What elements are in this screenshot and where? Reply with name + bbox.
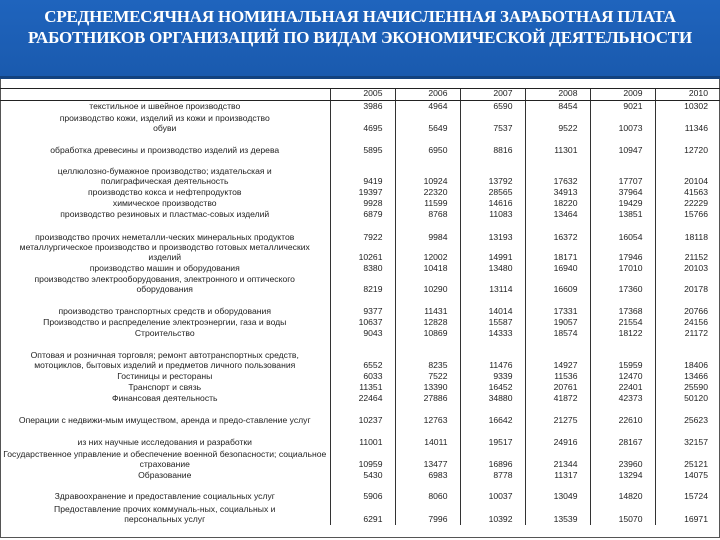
value-cell: 17368: [590, 295, 655, 317]
table-row: [0, 382, 720, 393]
value-cell: 34913: [525, 187, 590, 198]
row-label: Транспорт и связь: [128, 382, 202, 392]
value-cell: 16642: [460, 404, 525, 426]
value-cell: 13114: [460, 274, 525, 295]
table-row: [0, 448, 720, 470]
table-header-row: [0, 89, 720, 101]
header-empty-cell: [0, 89, 330, 101]
value-cell: 10947: [590, 134, 655, 156]
row-label: производство кожи, изделий из кожи и производство обуви: [59, 112, 270, 133]
table-row: [0, 371, 720, 382]
label-cell: [0, 100, 330, 112]
value-cell: 10290: [395, 274, 460, 295]
value-cell: 27886: [395, 393, 460, 404]
label-cell: [0, 481, 330, 502]
value-cell: 19517: [460, 426, 525, 448]
label-cell: [0, 274, 330, 295]
value-cell: 11001: [330, 426, 395, 448]
table-row: [0, 263, 720, 274]
value-cell: 32157: [655, 426, 720, 448]
value-cell: 17632: [525, 156, 590, 187]
value-cell: 21152: [655, 243, 720, 263]
table-row: [0, 470, 720, 481]
table-row: [0, 404, 720, 426]
value-cell: 14820: [590, 481, 655, 502]
value-cell: 16896: [460, 448, 525, 470]
table-row: [0, 274, 720, 295]
table-row: [0, 426, 720, 448]
table-row: [0, 220, 720, 243]
value-cell: 13477: [395, 448, 460, 470]
value-cell: 11599: [395, 198, 460, 209]
label-cell: [0, 404, 330, 426]
value-cell: 8816: [460, 134, 525, 156]
wage-table: [0, 88, 720, 525]
value-cell: 16054: [590, 220, 655, 243]
value-cell: 17946: [590, 243, 655, 263]
row-label: Государственное управление и обеспечение военной безопасности; социальное страхование: [3, 449, 327, 469]
value-cell: 10037: [460, 481, 525, 502]
value-cell: 8454: [525, 100, 590, 112]
value-cell: 4964: [395, 100, 460, 112]
value-cell: 9377: [330, 295, 395, 317]
value-cell: 18220: [525, 198, 590, 209]
row-label: производство прочих неметалли-ческих минеральных продуктов: [35, 231, 295, 242]
value-cell: 42373: [590, 393, 655, 404]
value-cell: 6033: [330, 371, 395, 382]
value-cell: 23960: [590, 448, 655, 470]
row-label: Здравоохранение и предоставление социальных услуг: [54, 490, 275, 501]
table-row: [0, 156, 720, 187]
value-cell: 22320: [395, 187, 460, 198]
value-cell: 28565: [460, 187, 525, 198]
value-cell: 10637: [330, 317, 395, 328]
value-cell: 25623: [655, 404, 720, 426]
value-cell: 12763: [395, 404, 460, 426]
row-label: Производство и распределение электроэнергии, газа и воды: [43, 317, 287, 327]
year-header: 2008: [525, 89, 590, 101]
value-cell: 5906: [330, 481, 395, 502]
row-label: Предоставление прочих коммуналь-ных, социальных и персональных услуг: [54, 504, 276, 524]
value-cell: 13049: [525, 481, 590, 502]
label-cell: [0, 263, 330, 274]
value-cell: 6950: [395, 134, 460, 156]
value-cell: 22464: [330, 393, 395, 404]
year-header: 2007: [460, 89, 525, 101]
value-cell: 9984: [395, 220, 460, 243]
row-label: Строительство: [134, 328, 195, 338]
table-row: [0, 295, 720, 317]
row-label: химическое производство: [112, 198, 217, 208]
year-header: 2009: [590, 89, 655, 101]
value-cell: 20103: [655, 263, 720, 274]
row-label: текстильное и швейное производство: [89, 100, 241, 111]
table-row: [0, 198, 720, 209]
table-row: [0, 100, 720, 112]
value-cell: 9928: [330, 198, 395, 209]
value-cell: 19057: [525, 317, 590, 328]
table-row: [0, 243, 720, 263]
label-cell: [0, 198, 330, 209]
value-cell: 14616: [460, 198, 525, 209]
value-cell: 21172: [655, 328, 720, 339]
value-cell: 10869: [395, 328, 460, 339]
row-label: производство машин и оборудования: [89, 263, 240, 273]
value-cell: 22229: [655, 198, 720, 209]
row-label: целлюлозно-бумажное производство; издательская и полиграфическая деятельность: [57, 165, 272, 186]
value-cell: 11346: [655, 112, 720, 134]
value-cell: 6552: [330, 339, 395, 371]
value-cell: 6983: [395, 470, 460, 481]
label-cell: [0, 502, 330, 525]
year-header: 2005: [330, 89, 395, 101]
value-cell: 16940: [525, 263, 590, 274]
value-cell: 19397: [330, 187, 395, 198]
value-cell: 15070: [590, 502, 655, 525]
value-cell: 15587: [460, 317, 525, 328]
row-label: из них научные исследования и разработки: [77, 436, 252, 447]
value-cell: 18171: [525, 243, 590, 263]
value-cell: 18122: [590, 328, 655, 339]
value-cell: 20104: [655, 156, 720, 187]
value-cell: 12828: [395, 317, 460, 328]
label-cell: [0, 209, 330, 220]
value-cell: 15959: [590, 339, 655, 371]
table-row: [0, 134, 720, 156]
page-title: СРЕДНЕМЕСЯЧНАЯ НОМИНАЛЬНАЯ НАЧИСЛЕННАЯ ЗАРАБОТНАЯ ПЛАТА РАБОТНИКОВ ОРГАНИЗАЦИЙ ПО ВИДАМ ЭКОНОМИЧЕСКОЙ ДЕЯТЕЛЬНОСТИ: [28, 7, 692, 47]
value-cell: 18118: [655, 220, 720, 243]
value-cell: 6879: [330, 209, 395, 220]
value-cell: 13193: [460, 220, 525, 243]
value-cell: 6291: [330, 502, 395, 525]
value-cell: 4695: [330, 112, 395, 134]
value-cell: 8219: [330, 274, 395, 295]
row-label: металлургическое производство и производство готовых металлических изделий: [19, 243, 310, 262]
value-cell: 9339: [460, 371, 525, 382]
year-header: 2006: [395, 89, 460, 101]
value-cell: 16609: [525, 274, 590, 295]
value-cell: 10418: [395, 263, 460, 274]
value-cell: 13539: [525, 502, 590, 525]
table-row: [0, 317, 720, 328]
value-cell: 11476: [460, 339, 525, 371]
label-cell: [0, 371, 330, 382]
value-cell: 34880: [460, 393, 525, 404]
value-cell: 12470: [590, 371, 655, 382]
value-cell: 37964: [590, 187, 655, 198]
label-cell: [0, 295, 330, 317]
row-label: производство электрооборудования, электронного и оптического оборудования: [34, 274, 295, 294]
value-cell: 9043: [330, 328, 395, 339]
value-cell: 11536: [525, 371, 590, 382]
value-cell: 25590: [655, 382, 720, 393]
value-cell: 6590: [460, 100, 525, 112]
row-label: Оптовая и розничная торговля; ремонт автотранспортных средств, мотоциклов, бытовых изделий и предметов личного пользования: [30, 350, 299, 370]
value-cell: 9522: [525, 112, 590, 134]
value-cell: 15724: [655, 481, 720, 502]
value-cell: 13390: [395, 382, 460, 393]
value-cell: 5430: [330, 470, 395, 481]
value-cell: 7522: [395, 371, 460, 382]
label-cell: [0, 220, 330, 243]
value-cell: 10261: [330, 243, 395, 263]
table-row: [0, 328, 720, 339]
value-cell: 10073: [590, 112, 655, 134]
row-label: производство кокса и нефтепродуктов: [88, 187, 242, 197]
value-cell: 14075: [655, 470, 720, 481]
value-cell: 13294: [590, 470, 655, 481]
value-cell: 13480: [460, 263, 525, 274]
label-cell: [0, 243, 330, 263]
value-cell: 15766: [655, 209, 720, 220]
value-cell: 7996: [395, 502, 460, 525]
value-cell: 12002: [395, 243, 460, 263]
value-cell: 11431: [395, 295, 460, 317]
value-cell: 20761: [525, 382, 590, 393]
value-cell: 8235: [395, 339, 460, 371]
value-cell: 13851: [590, 209, 655, 220]
value-cell: 8768: [395, 209, 460, 220]
value-cell: 10959: [330, 448, 395, 470]
value-cell: 5895: [330, 134, 395, 156]
label-cell: [0, 448, 330, 470]
value-cell: 7922: [330, 220, 395, 243]
value-cell: 17360: [590, 274, 655, 295]
value-cell: 7537: [460, 112, 525, 134]
value-cell: 9419: [330, 156, 395, 187]
value-cell: 18574: [525, 328, 590, 339]
table-row: [0, 339, 720, 371]
value-cell: 50120: [655, 393, 720, 404]
value-cell: 14991: [460, 243, 525, 263]
value-cell: 8778: [460, 470, 525, 481]
row-label: производство транспортных средств и оборудования: [58, 305, 271, 316]
label-cell: [0, 470, 330, 481]
label-cell: [0, 339, 330, 371]
label-cell: [0, 393, 330, 404]
row-label: производство резиновых и пластмас-совых изделий: [60, 209, 270, 219]
table-row: [0, 112, 720, 134]
value-cell: 11317: [525, 470, 590, 481]
value-cell: 19429: [590, 198, 655, 209]
value-cell: 10392: [460, 502, 525, 525]
row-label: Образование: [138, 470, 192, 480]
title-banner: [0, 0, 720, 79]
label-cell: [0, 187, 330, 198]
label-cell: [0, 382, 330, 393]
row-label: Операции с недвижи-мым имуществом, аренда и предо-ставление услуг: [18, 414, 311, 425]
value-cell: 5649: [395, 112, 460, 134]
value-cell: 17010: [590, 263, 655, 274]
value-cell: 28167: [590, 426, 655, 448]
value-cell: 22610: [590, 404, 655, 426]
value-cell: 10237: [330, 404, 395, 426]
value-cell: 16971: [655, 502, 720, 525]
value-cell: 14011: [395, 426, 460, 448]
value-cell: 21344: [525, 448, 590, 470]
value-cell: 41872: [525, 393, 590, 404]
value-cell: 14333: [460, 328, 525, 339]
value-cell: 3986: [330, 100, 395, 112]
value-cell: 21554: [590, 317, 655, 328]
value-cell: 25121: [655, 448, 720, 470]
value-cell: 11301: [525, 134, 590, 156]
value-cell: 14014: [460, 295, 525, 317]
value-cell: 41563: [655, 187, 720, 198]
table-row: [0, 209, 720, 220]
label-cell: [0, 328, 330, 339]
value-cell: 11083: [460, 209, 525, 220]
label-cell: [0, 134, 330, 156]
value-cell: 13792: [460, 156, 525, 187]
value-cell: 9021: [590, 100, 655, 112]
value-cell: 14927: [525, 339, 590, 371]
value-cell: 24916: [525, 426, 590, 448]
value-cell: 17707: [590, 156, 655, 187]
label-cell: [0, 112, 330, 134]
row-label: Гостиницы и рестораны: [117, 371, 213, 381]
year-header: 2010: [655, 89, 720, 101]
table-row: [0, 481, 720, 502]
value-cell: 24156: [655, 317, 720, 328]
value-cell: 20766: [655, 295, 720, 317]
value-cell: 22401: [590, 382, 655, 393]
value-cell: 13464: [525, 209, 590, 220]
value-cell: 10924: [395, 156, 460, 187]
value-cell: 8380: [330, 263, 395, 274]
value-cell: 20178: [655, 274, 720, 295]
value-cell: 12720: [655, 134, 720, 156]
value-cell: 16372: [525, 220, 590, 243]
label-cell: [0, 426, 330, 448]
table-row: [0, 393, 720, 404]
value-cell: 10302: [655, 100, 720, 112]
row-label: Финансовая деятельность: [111, 393, 218, 403]
value-cell: 18406: [655, 339, 720, 371]
value-cell: 8060: [395, 481, 460, 502]
value-cell: 17331: [525, 295, 590, 317]
label-cell: [0, 156, 330, 187]
table-row: [0, 187, 720, 198]
value-cell: 11351: [330, 382, 395, 393]
value-cell: 21275: [525, 404, 590, 426]
value-cell: 13466: [655, 371, 720, 382]
value-cell: 16452: [460, 382, 525, 393]
label-cell: [0, 317, 330, 328]
table-row: [0, 502, 720, 525]
row-label: обработка древесины и производство изделий из дерева: [50, 144, 280, 155]
